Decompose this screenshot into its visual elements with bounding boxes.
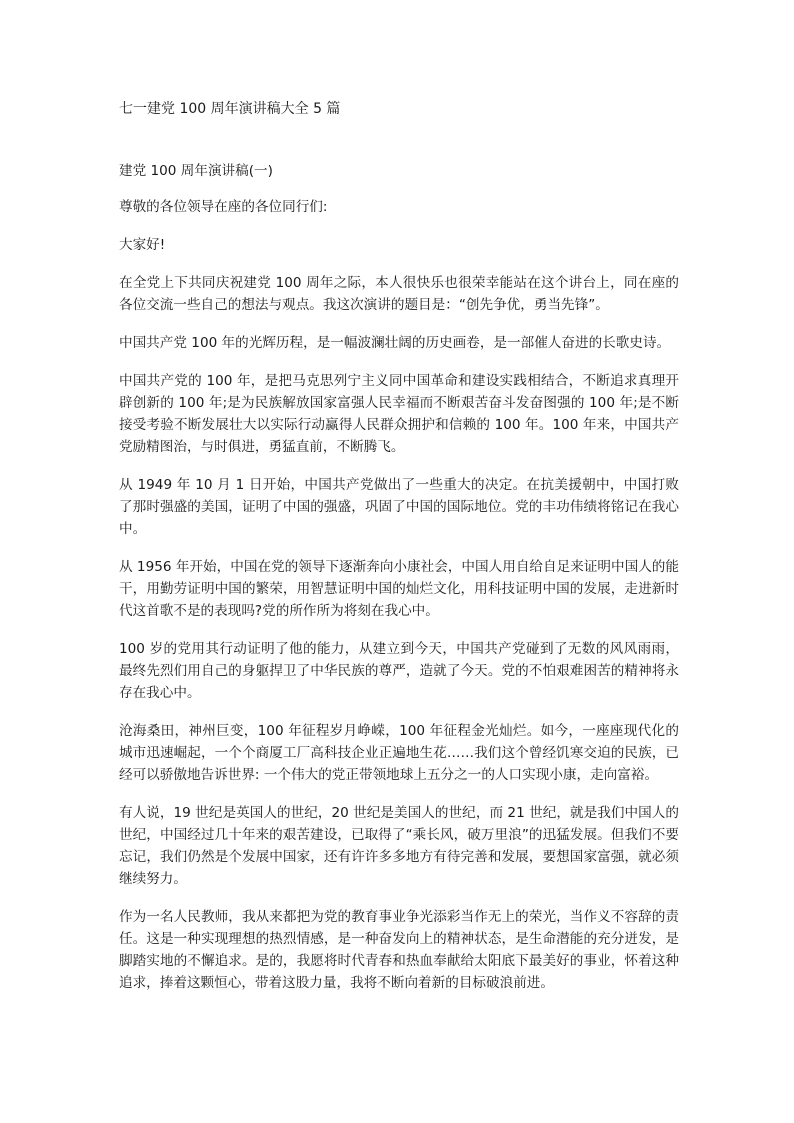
greeting: 大家好! [119,237,166,253]
paragraph: 有人说，19 世纪是英国人的世纪，20 世纪是美国人的世纪，而 21 世纪，就是我们中国人的世纪，中国经过几十年来的艰苦建设，已取得了“乘长风，破万里浪”的迅猛发展。但我们不要忘记，我们仍然是个发展中国家，还有许许多多地方有待完善和发展，要想国家富强，就必须继续努力。 [119,805,679,887]
paragraph: 作为一名人民教师，我从来都把为党的教育事业争光添彩当作无上的荣光，当作义不容辞的责任。这是一种实现理想的热烈情感，是一种奋发向上的精神状态，是生命潜能的充分迸发，是脚踏实地的不懈追求。是的，我愿将时代青春和热血奉献给太阳底下最美好的事业，怀着这种追求，捧着这颗恒心，带着这股力量，我将不断向着新的目标破浪前进。 [119,909,679,991]
paragraph: 在全党上下共同庆祝建党 100 周年之际，本人很快乐也很荣幸能站在这个讲台上，同在座的各位交流一些自己的想法与观点。我这次演讲的题目是：“创先争优，勇当先锋”。 [119,275,679,313]
document-body [119,160,679,1010]
paragraph: 100 岁的党用其行动证明了他的能力，从建立到今天，中国共产党碰到了无数的风风雨雨，最终先烈们用自己的身躯捍卫了中华民族的尊严，造就了今天。党的不怕艰难困苦的精神将永存在我心中。 [119,641,679,701]
paragraph: 沧海桑田，神州巨变，100 年征程岁月峥嵘，100 年征程金光灿烂。如今，一座座现代化的城市迅速崛起，一个个商厦工厂高科技企业正遍地生花……我们这个曾经饥寒交迫的民族，已经可以骄傲地告诉世界: 一个伟大的党正带领地球上五分之一的人口实现小康，走向富裕。 [119,723,679,783]
paragraph: 从 1956 年开始，中国在党的领导下逐渐奔向小康社会，中国人用自给自足来证明中国人的能干，用勤劳证明中国的繁荣，用智慧证明中国的灿烂文化，用科技证明中国的发展，走进新时代这首歌不是的表现吗?党的所作所为将刻在我心中。 [119,559,679,619]
salutation: 尊敬的各位领导在座的各位同行们: [119,199,328,215]
paragraph: 中国共产党 100 年的光辉历程，是一幅波澜壮阔的历史画卷，是一部催人奋进的长歌史诗。 [119,335,671,351]
paragraph: 中国共产党的 100 年，是把马克思列宁主义同中国革命和建设实践相结合，不断追求真理开辟创新的 100 年;是为民族解放国家富强人民幸福而不断艰苦奋斗发奋图强的 100 年;是不断接受考验不断发展壮大以实际行动赢得人民群众拥护和信赖的 100 年。100 年来，中国共产党励精图治，与时俱进，勇猛直前，不断腾飞。 [119,373,679,455]
document-title: 七一建党 100 周年演讲稿大全 5 篇 [119,101,341,117]
paragraph: 从 1949 年 10 月 1 日开始，中国共产党做出了一些重大的决定。在抗美援朝中，中国打败了那时强盛的美国，证明了中国的强盛，巩固了中国的国际地位。党的丰功伟绩将铭记在我心中。 [119,477,679,537]
section-title: 建党 100 周年演讲稿(一) [119,163,273,179]
